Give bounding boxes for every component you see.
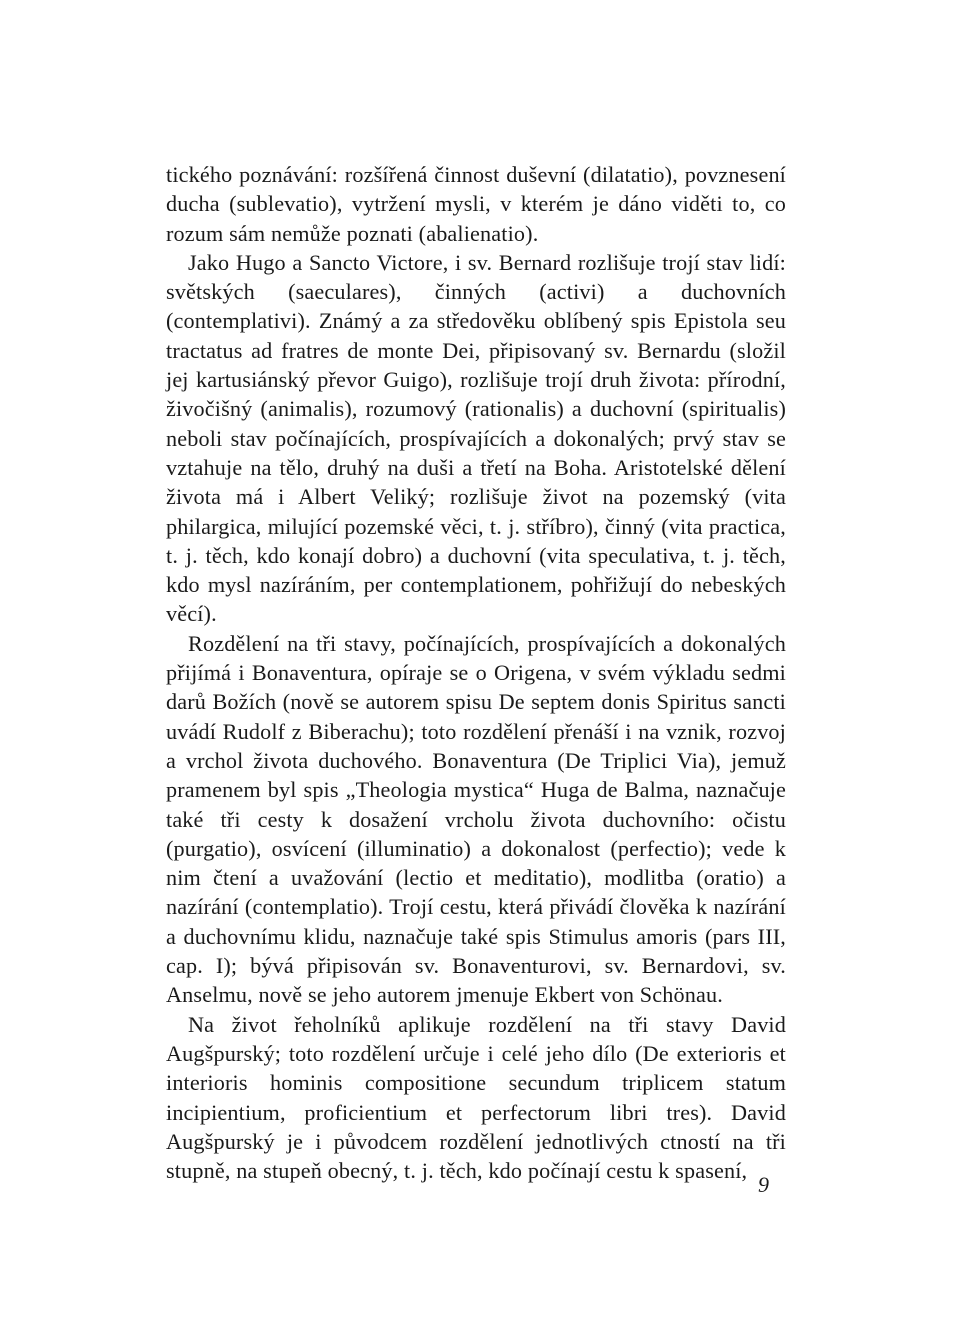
body-text: [166, 160, 786, 1185]
paragraph-bernard: Jako Hugo a Sancto Victore, i sv. Bernard rozlišuje trojí stav lidí: světských (saeculares), činných (activi) a duchovních (contemplativi). Známý a za středověku oblíbený spis Epistola seu tractatus ad fratres de monte Dei, připisovaný sv. Bernardu (složil jej kartusiánský převor Guigo), rozlišuje trojí druh života: přírodní, živočišný (animalis), rozumový (rationalis) a duchovní (spiritualis) neboli stav počínajících, prospívajících a dokonalých; prvý stav se vztahuje na tělo, druhý na duši a třetí na Boha. Aristotelské dělení života má i Albert Veliký; rozlišuje život na pozemský (vita philargica, milující pozemské věci, t. j. stříbro), činný (vita practica, t. j. těch, kdo konají dobro) a duchovní (vita speculativa, t. j. těch, kdo mysl nazíráním, per contemplationem, pohřižují do nebeských věcí).: [166, 249, 786, 627]
paragraph-continuation: tického poznávání: rozšířená činnost duševní (dilatatio), povznesení ducha (sublevatio), vytržení mysli, v kterém je dáno viděti to, co rozum sám nemůže poznati (abalienatio).: [166, 162, 786, 246]
page-number: 9: [758, 1172, 769, 1197]
paragraph-david: Na život řeholníků aplikuje rozdělení na tři stavy David Augšpurský; toto rozdělení určuje i celé jeho dílo (De exterioris et interioris hominis compositione secundum triplicem statum incipientium, proficientium et perfectorum libri tres). David Augšpurský je i původcem rozdělení jednotlivých ctností na tři stupně, na stupeň obecný, t. j. těch, kdo počínají cestu k spasení,: [166, 1011, 786, 1184]
paragraph-bonaventura: Rozdělení na tři stavy, počínajících, prospívajících a dokonalých přijímá i Bonaventura, opíraje se o Origena, v svém výkladu sedmi darů Božích (nově se autorem spisu De septem donis Spiritus sancti uvádí Rudolf z Biberachu); toto rozdělení přenáší i na vznik, rozvoj a vrchol života duchového. Bonaventura (De Triplici Via), jemuž pramenem byl spis „Theologia mystica“ Huga de Balma, naznačuje také tři cesty k dosažení vrcholu života duchovního: očistu (purgatio), osvícení (illuminatio) a dokonalost (perfectio); vede k nim čtení a uvažování (lectio et meditatio), modlitba (oratio) a nazírání (contemplatio). Trojí cestu, která přivádí člověka k nazírání a duchovnímu klidu, naznačuje také spis Stimulus amoris (pars III, cap. I); bývá připisován sv. Bonaventurovi, sv. Bernardovi, sv. Anselmu, nově se jeho autorem jmenuje Ekbert von Schönau.: [166, 630, 786, 1008]
